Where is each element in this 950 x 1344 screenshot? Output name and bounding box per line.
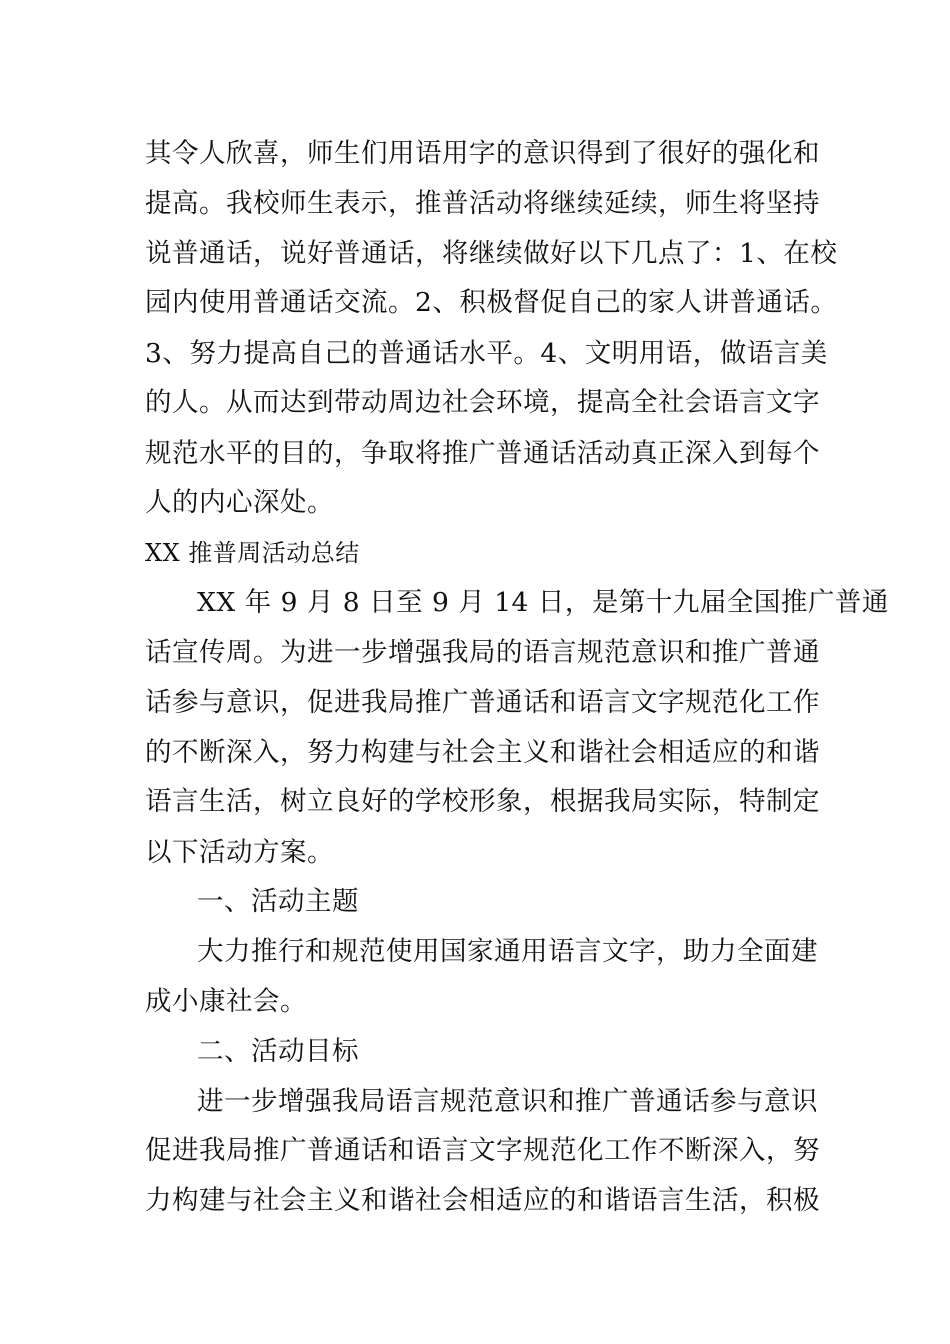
section-title: XX 推普周活动总结 <box>145 539 360 567</box>
body-text-line: 力构建与社会主义和谐社会相适应的和谐语言生活，积极 <box>145 1185 820 1216</box>
paragraph-first-line: 大力推行和规范使用国家通用语言文字，助力全面建 <box>197 936 818 967</box>
paragraph-first-line: XX 年 9 月 8 日至 9 月 14 日，是第十九届全国推广普通 <box>197 587 889 618</box>
body-text-line: 3、努力提高自己的普通话水平。4、文明用语，做语言美 <box>145 338 828 369</box>
body-text-line: 语言生活，树立良好的学校形象，根据我局实际，特制定 <box>145 786 820 817</box>
body-text-line: 以下活动方案。 <box>145 837 334 868</box>
body-text-line: 人的内心深处。 <box>145 487 334 518</box>
body-text-line: 话宣传周。为进一步增强我局的语言规范意识和推广普通 <box>145 637 820 668</box>
body-text-line: 提高。我校师生表示，推普活动将继续延续，师生将坚持 <box>145 188 820 219</box>
body-text-line: 促进我局推广普通话和语言文字规范化工作不断深入，努 <box>145 1135 820 1166</box>
body-text-line: 园内使用普通话交流。2、积极督促自己的家人讲普通话。 <box>145 287 838 318</box>
body-text-line: 成小康社会。 <box>145 986 307 1017</box>
subheading-goal: 二、活动目标 <box>197 1036 359 1067</box>
subheading-theme: 一、活动主题 <box>197 886 359 917</box>
body-text-line: 说普通话，说好普通话，将继续做好以下几点了：1、在校 <box>145 238 838 269</box>
body-text-line: 其令人欣喜，师生们用语用字的意识得到了很好的强化和 <box>145 138 820 169</box>
body-text-line: 话参与意识，促进我局推广普通话和语言文字规范化工作 <box>145 687 820 718</box>
paragraph-first-line: 进一步增强我局语言规范意识和推广普通话参与意识 <box>197 1086 818 1117</box>
body-text-line: 规范水平的目的，争取将推广普通话活动真正深入到每个 <box>145 438 820 469</box>
body-text-line: 的不断深入，努力构建与社会主义和谐社会相适应的和谐 <box>145 737 820 768</box>
body-text-line: 的人。从而达到带动周边社会环境，提高全社会语言文字 <box>145 387 820 418</box>
